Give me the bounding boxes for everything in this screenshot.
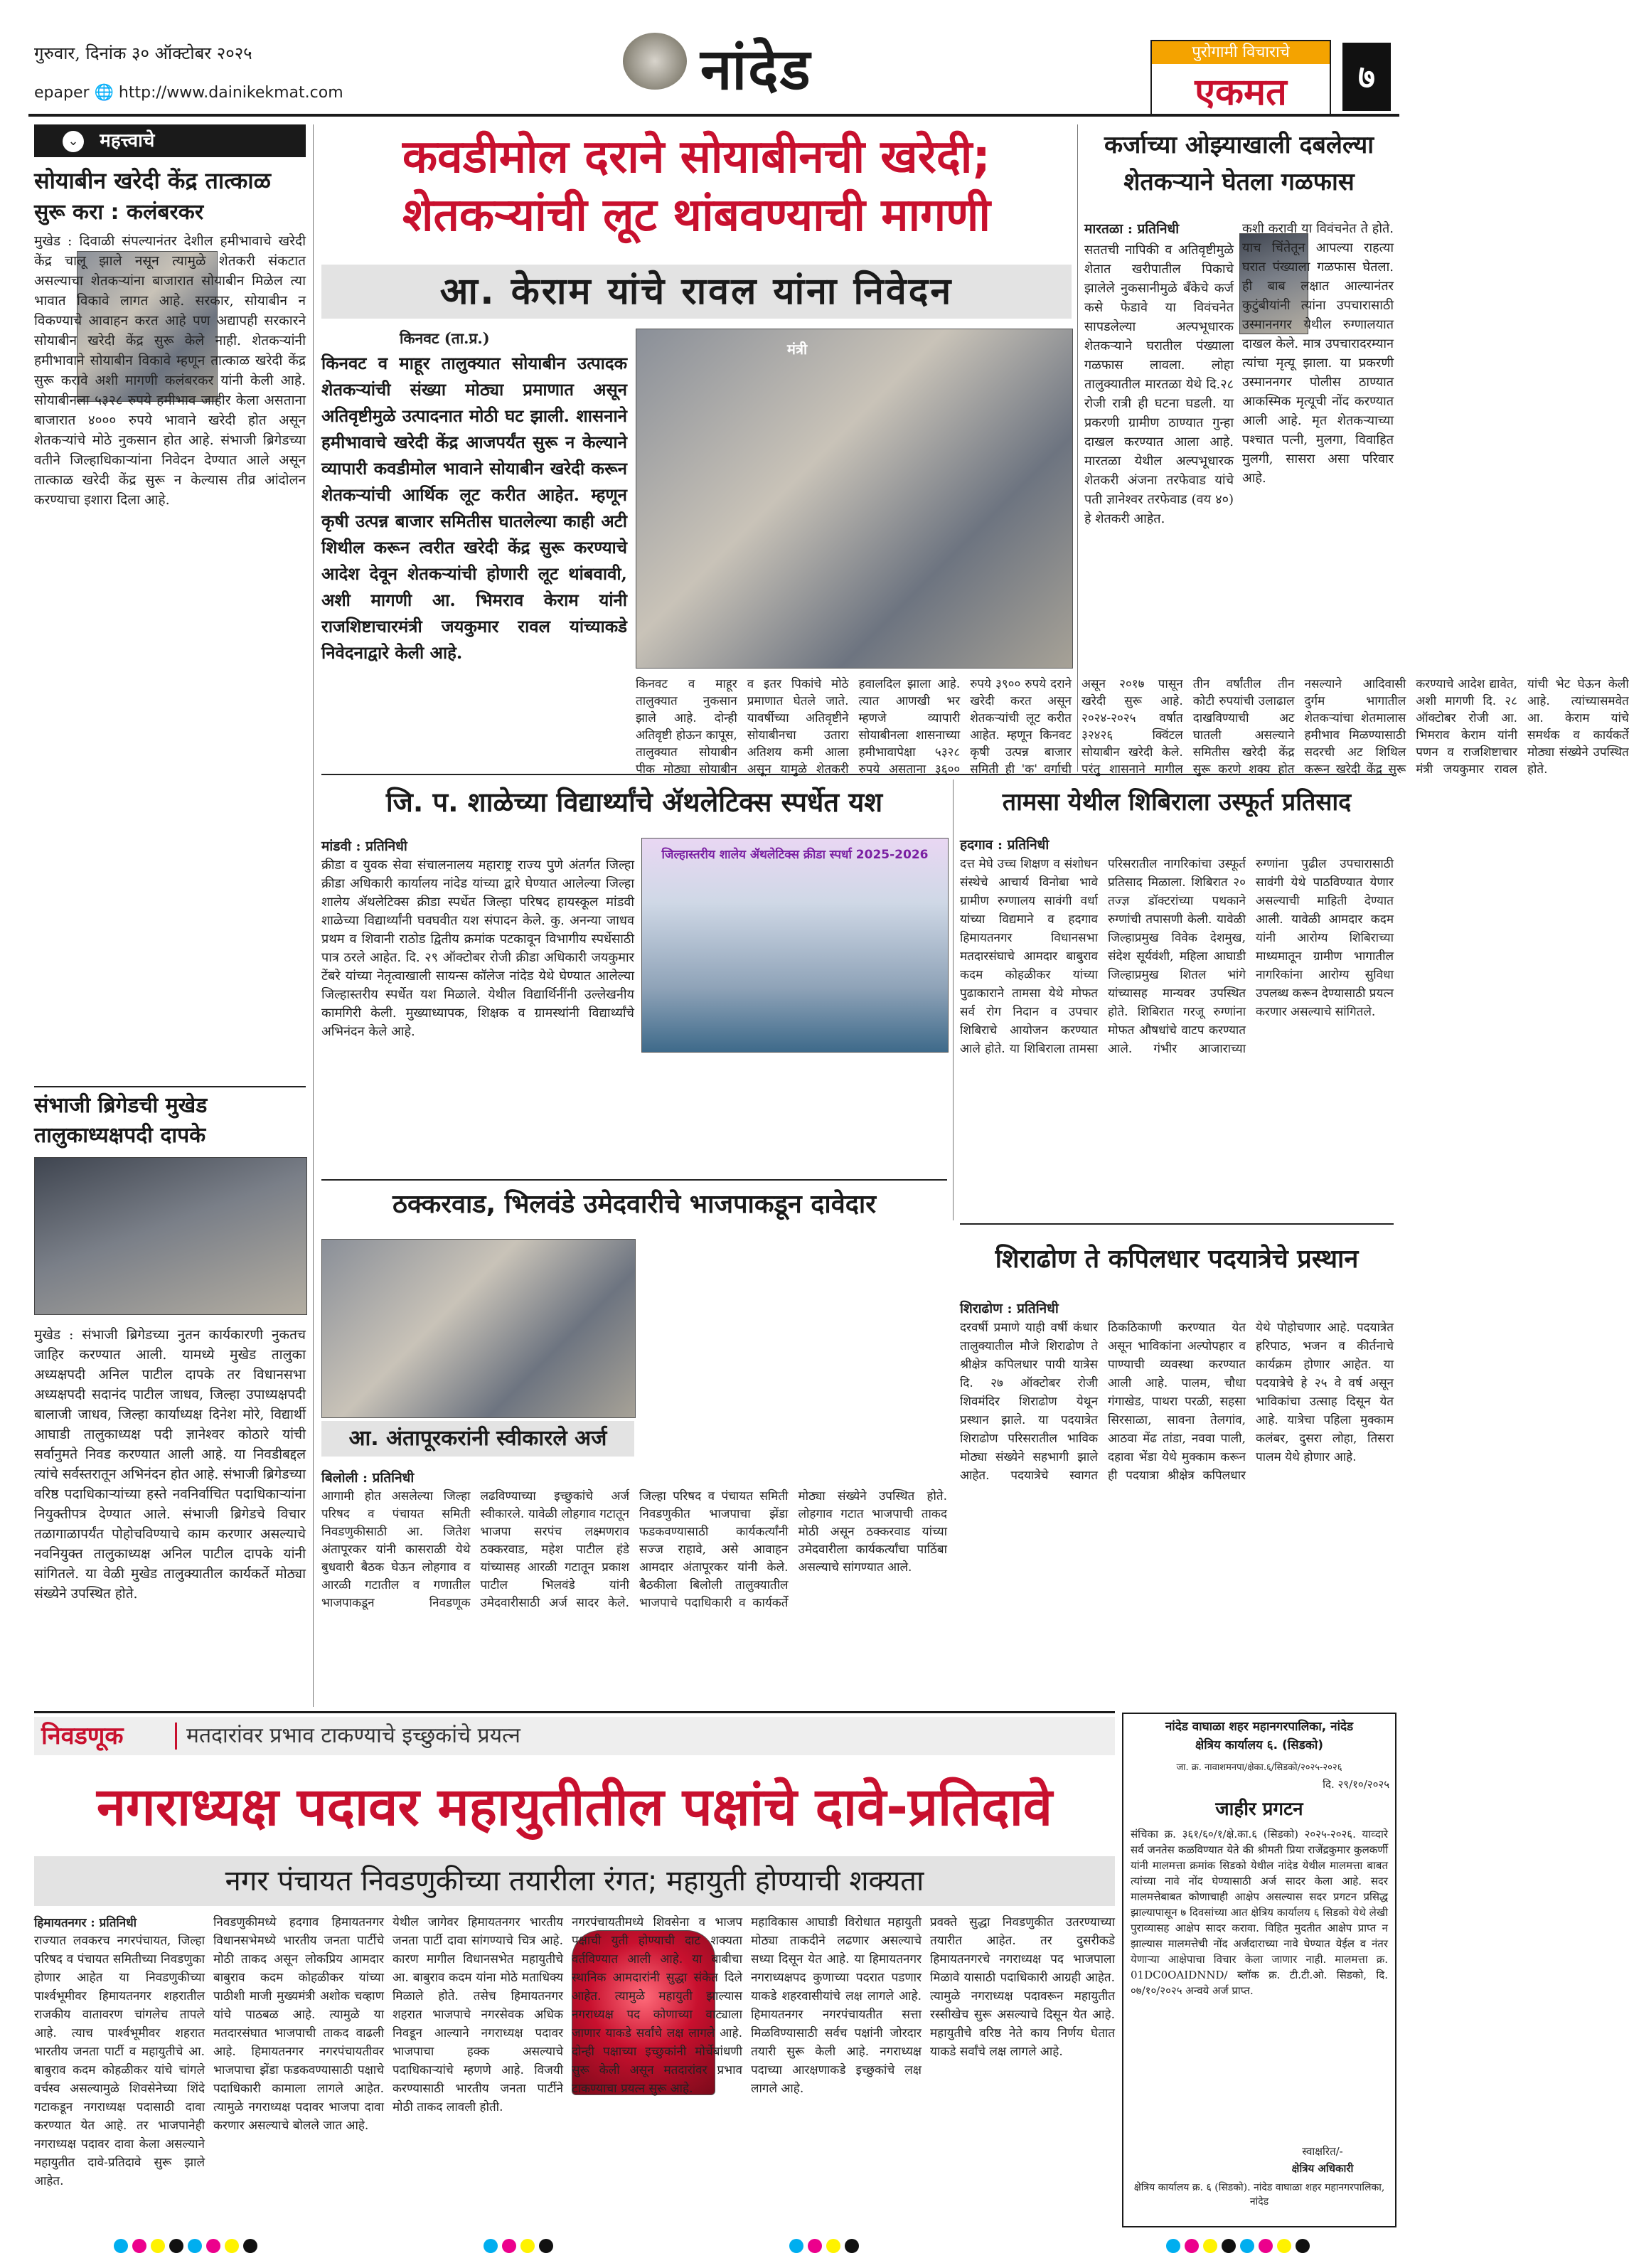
notice-officer: क्षेत्रिय अधिकारी [1291,2162,1354,2175]
shiradhon-body: दरवर्षी प्रमाणे याही वर्षी कंधार तालुक्यातील मौजे शिराढोण ते श्रीक्षेत्र कपिलधार पायी यात्रेस दि. २७ ऑक्टोबर रोजी शिवमंदिर शिराढोण येथून प्रस्थान झाले. या पदयात्रेत शिराढोण परिसरातील भाविक मोठ्या संख्येने सहभागी झाले आहेत. पदयात्रेचे स्वागत ठिकठिकाणी करण्यात येत असून भाविकांना अल्पोपहार व पाण्याची व्यवस्था करण्यात आली आहे. पालम, चौधा गंगाखेड, पाथरा परळी, सहसा सिरसाळा, सावना तेलगांव, आठवा मेंढ तांडा, नववा पाली, दहावा भेंडा येथे मुक्काम करून ही पदयात्रा श्रीक्षेत्र कपिलधार येथे पोहोचणार आहे. पदयात्रेत हरिपाठ, भजन व कीर्तनाचे कार्यक्रम होणार आहेत. या पदयात्रेचे हे २५ वे वर्ष असून भाविकांचा उत्साह दिसून येत आहे. यात्रेचा पहिला मुक्काम कलंबर, दुसरा लोहा, तिसरा पालम येथे होणार आहे. [960,1321,1398,1483]
camp-story [960,779,1398,1220]
athletics-banner: जिल्हास्तरीय शालेय ॲथलेटिक्स क्रीडा स्पर्धा 2025-2026 [661,848,929,862]
main-intro: किनवट व माहूर तालुक्यात सोयाबीन उत्पादक शेतकऱ्यांची संख्या मोठ्या प्रमाणात असून अतिवृष्टीमुळे उत्पादनात मोठी घट झाली. शासनाने हमीभावाचे खरेदी केंद्र आजपर्यंत सुरू न केल्याने व्यापारी कवडीमोल भावाने सोयाबीन खरेदी करून शेतकऱ्यांची आर्थिक लूट करीत आहेत. म्हणून कृषी उत्पन्न बाजार समितीस घातलेल्या काही अटी शिथील करून त्वरीत खरेदी केंद्र सुरू करण्याचे आदेश देवून शेतकऱ्यांची होणारी लूट थांबवावी, अशी मागणी आ. भिमराव केराम यांनी राजशिष्टाचारमंत्री जयकुमार रावल यांच्याकडे निवेदनाद्वारे केली आहे. [321,353,627,663]
bottom-deck: नगर पंचायत निवडणुकीच्या तयारीला रंगत; महायुती होण्याची शक्यता [34,1856,1115,1906]
right-top-dateline: मारतळा : प्रतिनिधी [1084,221,1180,237]
right-top-story [1084,127,1398,767]
bottom-col5: महाविकास आघाडी विरोधात महायुती मोठ्या ताकदीने लढणार असल्याचे सध्या दिसून येत आहे. या हिमायतनगर नगराध्यक्षपद कुणाच्या पदरात पडणार याकडे शहरवासीयांचे लक्ष लागले आहे. हिमायतनगर नगरपंचायतीत सत्ता मिळविण्यासाठी सर्वच पक्षांनी जोरदार तयारी सुरू केली आहे. नगराध्यक्ष पदाच्या आरक्षणाकडे इच्छुकांचे लक्ष लागले आहे. [751,1915,926,2096]
row-divider-3 [960,1223,1394,1225]
thakkarwad-headline: ठक्करवाड, भिलवंडे उमेदवारीचे भाजपाकडून दावेदार [392,1190,876,1219]
main-headline-line2: शेतकऱ्यांची लूट थांबवण्याची मागणी [402,189,990,242]
brand-logo: एकमत [1195,70,1287,114]
right-top-col1: सततची नापिकी व अतिवृष्टीमुळे शेतात खरीपातील पिकाचे झालेले नुकसानीमुळे बँकेचे कर्ज कसे फेडावे या विवंचनेत सापडलेल्या अल्पभूधारक शेतकऱ्याने घरातील पंख्याला गळफास लावला. लोहा तालुक्यातील मारतळा येथे दि.२८ रोजी रात्री ही घटना घडली. या प्रकरणी ग्रामीण ठाण्यात गुन्हा दाखल करण्यात आला आहे. मारतळा येथील अल्पभूधारक शेतकरी अंजना तरफेवाड यांचे पती ज्ञानेश्वर तरफेवाड (वय ४०) हे शेतकरी आहेत. [1084,243,1238,526]
right-top-headline: कर्जाच्या ओझ्याखाली दबलेल्या शेतकऱ्याने घेतला गळफास [1104,131,1374,196]
bottom-story [34,1717,1119,2229]
athletics-story [321,779,947,1178]
sidebar-story1-body: मुखेड : दिवाळी संपल्यानंतर देशील हमीभावाचे खरेदी केंद्र चालू झाले नसून त्यामुळे शेतकरी संकटात असल्याचा शेतकऱ्यांना बाजारात सोयाबीन मिळेल त्या भावात विकावे लागत आहे. सरकार, सोयाबीन न विकण्याचे आवाहन करत आहे पण अद्यापही सरकारने सोयाबीन खरेदी केंद्र सुरू केले नाही. शेतकऱ्यांनी हमीभावाने सोयाबीन विकावे म्हणून तात्काळ खरेदी केंद्र सुरू करावे अशी मागणी कलंबरकर यांनी केली आहे. सोयाबीनला ५३२८ रुपये हमीभाव जाहीर केला असताना बाजारात ४००० रुपये भावाने खरेदी होत असून शेतकऱ्यांचे मोठे नुकसान होत आहे. संभाजी ब्रिगेडच्या वतीने जिल्हाधिकाऱ्यांना निवेदन देण्यात आले असून तात्काळ खरेदी केंद्र सुरू न केल्यास तीव्र आंदोलन करण्याचा इशारा दिला आहे. [34,233,311,508]
epaper-link[interactable]: epaper 🌐 http://www.dainikekmat.com [34,84,343,102]
section-label-text: महत्त्वाचे [100,130,155,151]
thakkarwad-dateline: बिलोली : प्रतिनिधी [321,1470,415,1486]
bottom-col1: राज्यात लवकरच नगरपंचायत, जिल्हा परिषद व पंचायत समितीच्या निवडणुका होणार आहेत या निवडणुकीच्या पार्श्वभूमीवर हिमायतनगर शहरातील राजकीय वातावरण चांगलेच तापले आहे. त्याच पार्श्वभूमीवर शहरात भारतीय जनता पार्टी व महायुतीचे आ. बाबुराव कदम कोहळीकर यांचे चांगले वर्चस्व असल्यामुळे शिवसेनेच्या शिंदे गटाकडून नगराध्यक्ष पदासाठी दावा करण्यात येत आहे. तर भाजपानेही नगराध्यक्ष पदावर दावा केला असल्याने महायुतीत दावे-प्रतिदावे सुरू झाले आहेत. [34,1934,209,2188]
row-divider-2 [321,1179,947,1181]
election-tag-sub: मतदारांवर प्रभाव टाकण्याचे इच्छुकांचे प्रयत्न [186,1723,520,1748]
main-photo [636,329,1073,669]
right-top-col2: कशी करावी या विवंचनेत ते होते. याच चिंतेतून आपल्या राहत्या घरात पंख्याला गळफास घेतला. ही बाब लक्षात आल्यानंतर कुटुंबीयांनी त्यांना उपचारासाठी उस्माननगर येथील रुग्णालयात दाखल केले. मात्र उपचारादरम्यान त्यांचा मृत्यू झाला. या प्रकरणी उस्माननगर पोलीस ठाण्यात आकस्मिक मृत्यूची नोंद करण्यात आली आहे. मृत शेतकऱ्याच्या पश्चात पत्नी, मुलगा, विवाहित मुलगी, सासरा असा परिवार आहे. [1242,221,1398,486]
sidebar-story2-subhead: तालुकाध्यक्षपदी दापके [34,1123,206,1148]
camp-headline: तामसा येथील शिबिराला उस्फूर्त प्रतिसाद [1002,788,1352,816]
shiradhon-headline: शिराढोण ते कपिलधार पदयात्रेचे प्रस्थान [995,1245,1359,1274]
sidebar-column-rule [313,124,314,1707]
sidebar-story2-headline: संभाजी ब्रिगेडची मुखेड [34,1093,208,1118]
notice-title: जाहीर प्रगटन [1215,1799,1303,1820]
athletics-dateline: मांडवी : प्रतिनिधी [321,838,407,854]
right-column-rule [1077,124,1078,772]
sidebar-story1-headline: सोयाबीन खरेदी केंद्र तात्काळ [34,167,271,194]
notice-date: दि. २९/१०/२०२५ [1323,1778,1389,1791]
notice-footer: क्षेत्रिय कार्यालय क्र. ६ (सिडको). नांदेड वाघाळा शहर महानगरपालिका, नांदेड [1133,2182,1388,2208]
masthead-rule [28,114,1399,117]
thakkarwad-caption: आ. अंतापूरकरांनी स्वीकारले अर्ज [321,1421,634,1457]
thakkarwad-body-right [641,1239,947,1474]
athletics-headline: जि. प. शाळेच्या विद्यार्थ्यांचे ॲथलेटिक्स स्पर्धेत यश [385,787,883,818]
athletics-body-right [641,1058,947,1178]
main-photo-caption: मंत्री [787,341,808,358]
notice-office: क्षेत्रिय कार्यालय ६. (सिडको) [1195,1738,1323,1752]
main-body-lower [321,696,627,755]
print-color-bar-mid [789,2239,859,2253]
chevron-down-icon: ⌄ [63,131,84,152]
bottom-headline: नगराध्यक्ष पदावर महायुतीतील पक्षांचे दावे-प्रतिदावे [96,1777,1053,1838]
notice-body: संचिका क्र. ३६१/६०/१/क्षे.का.६ (सिडको) २०२५-२०२६. याव्दारे सर्व जनतेस कळविण्यात येते की श्रीमती प्रिया राजेंद्रकुमार कुलकर्णी यांनी मालमत्ता क्रमांक सिडको येथील नांदेड येथील मालमत्ता बाबत त्यांच्या नावे नोंद घेण्यासाठी अर्ज सादर केला आहे. सदर मालमत्तेबाबत कोणाचाही आक्षेप असल्यास सदर प्रगटन प्रसिद्ध झाल्यापासून ७ दिवसांच्या आत क्षेत्रिय कार्यालय ६ सिडको येथे लेखी पुराव्यासह आक्षेप सादर करावा. विहित मुदतीत आक्षेप प्राप्त न झाल्यास मालमत्तेची नोंद अर्जदाराच्या नावे घेण्यात येईल व नंतर येणाऱ्या आक्षेपाचा विचार केला जाणार नाही. मालमत्ता क्र. 01DC0OAIDNND/ ब्लॉक क्र. टी.टी.ओ. सिडको, दि. ०७/१०/२०२५ अन्वये अर्ज प्राप्त. [1131,1828,1392,1997]
brand-box [1150,40,1331,117]
notice-ref: जा. क्र. नावाशमनपा/क्षेका.६/सिडको/२०२५-२०२६ [1176,1762,1342,1773]
bottom-dateline: हिमायतनगर : प्रतिनिधी [34,1916,137,1930]
main-dateline: किनवट (ता.प्र.) [400,329,490,347]
sidebar-story1-subhead: सुरू करा : कलंबरकर [34,200,204,225]
main-body: किनवट व माहूर तालुक्यात नुकसान झाले आहे. दोन्ही अतिवृष्टी होऊन कापूस, तालुक्यात सोयाबीन पीक मोठ्या सोयाबीन व इतर पिकांचे मोठे प्रमाणात घेतले जाते. यावर्षीच्या अतिवृष्टीने सोयाबीनचा उतारा अतिशय कमी आला असून यामुळे शेतकरी हवालदिल झाला आहे. त्यात आणखी भर म्हणजे व्यापारी सोयाबीनला शासनाच्या हमीभावापेक्षा ५३२८ रुपये असताना ३६०० रुपये ३९०० रुपये दराने खरेदी करत असून शेतकऱ्यांची लूट करीत आहेत. म्हणून किनवट कृषी उत्पन्न बाजार समिती ही 'क' वर्गाची असून २०१७ पासून खरेदी सुरू आहे. २०२४-२०२५ वर्षात ३२४२६ क्विंटल सोयाबीन खरेदी केले. परंतु शासनाने मागील तीन वर्षांतील तीन कोटी रुपयांची उलाढाल दाखविण्याची अट घातली असल्याने समितीस खरेदी केंद्र सुरू करणे शक्य होत नसल्याने आदिवासी दुर्गम भागातील शेतकऱ्यांचा शेतमालास हमीभाव मिळण्यासाठी सदरची अट शिथिल करून खरेदी केंद्र सुरू करण्याचे आदेश द्यावेत, अशी मागणी दि. २८ ऑक्टोबर रोजी आ. भिमराव केराम यांनी पणन व राजशिष्टाचार मंत्री जयकुमार रावल यांची भेट घेऊन केली आहे. त्यांच्यासमवेत आ. केराम यांचे समर्थक व कार्यकर्ते मोठ्या संख्येने उपस्थित होते. [636,677,1629,777]
print-color-bar-left [114,2239,257,2253]
city-title: नांदेड [700,36,812,102]
bottom-col6: प्रवक्ते सुद्धा निवडणुकीत उतरण्याच्या तयारीत आहेत. तर दुसरीकडे हिमायतनगरचे नगराध्यक्ष पद भाजपाला मिळावे यासाठी पदाधिकारी आग्रही आहेत. त्यामुळे नगराध्यक्ष पदावरून महायुतीत रस्सीखेच सुरू असल्याचे दिसून येत आहे. महायुतीचे वरिष्ठ नेते काय निर्णय घेतात याकडे सर्वांचे लक्ष लागले आहे. [930,1915,1119,2059]
main-headline-line1: कवडीमोल दराने सोयाबीनची खरेदी; [402,131,990,183]
notice-sign: स्वाक्षरित/- [1302,2145,1343,2158]
shiradhon-story [960,1228,1398,1707]
sidebar-section-label [34,124,306,157]
bottom-col4: नगरपंचायतीमध्ये शिवसेना व भाजप पक्षाची युती होण्याची दाट शक्यता वर्तविण्यात आली आहे. या बाबीचा स्थानिक आमदारांनी सुद्धा संकेत दिले आहेत. त्यामुळे महायुती झाल्यास नगराध्यक्ष पद कोणाच्या वाट्याला जाणार याकडे सर्वांचे लक्ष लागले आहे. दोन्ही पक्षाच्या इच्छुकांनी मोर्चेबांधणी सुरू केली असून मतदारांवर प्रभाव टाकण्याचा प्रयत्न सुरू आहे. [572,1915,747,2096]
athletics-photo [641,838,949,1053]
thakkarwad-photo [321,1239,636,1418]
bottom-tag [34,1717,1115,1755]
sidebar-story2-body: मुखेड : संभाजी ब्रिगेडच्या नुतन कार्यकारणी नुकतच जाहिर करण्यात आली. यामध्ये मुखेड तालुका अध्यक्षपदी अनिल पाटील दापके तर विधानसभा अध्यक्षपदी सदानंद पाटील जाधव, जिल्हा उपाध्यक्षपदी बालाजी जाधव, जिल्हा कार्याध्यक्ष दिनेश मोरे, विद्यार्थी आघाडी तालुकाध्यक्ष पदी ज्ञानेश्वर कोठारे यांची सर्वानुमते निवड करण्यात आली आहे. या निवडीबद्दल त्यांचे सर्वस्तरातून अभिनंदन होत आहे. संभाजी ब्रिगेडच्या वरिष्ठ पदाधिकाऱ्यांच्या हस्ते नवनिर्वाचित पदाधिकाऱ्यांना नियुक्तीपत्र देण्यात आले. संभाजी ब्रिगेडचे विचार तळागाळापर्यंत पोहोचविण्याचे काम करणार असल्याचे नवनियुक्त तालुकाध्यक्ष अनिल पाटील दापके यांनी सांगितले. या वेळी मुखेड तालुक्यातील कार्यकर्ते मोठ्या संख्येने उपस्थित होते. [34,1327,311,1602]
sidebar-divider [34,1086,306,1087]
shiradhon-dateline: शिराढोण : प्रतिनिधी [960,1301,1059,1316]
thakkarwad-story [321,1182,951,1708]
city-logo-graphic [623,33,687,90]
camp-dateline: हदगाव : प्रतिनिधी [960,837,1049,853]
row-divider-1 [321,774,1394,775]
bottom-col2: निवडणुकीमध्ये हदगाव हिमायतनगर विधानसभेमध्ये भारतीय जनता पार्टीचे मोठी ताकद असून लोकप्रिय आमदार बाबुराव कदम कोहळीकर यांच्या पाठीशी माजी मुख्यमंत्री अशोक चव्हाण यांचे पाठबळ आहे. त्यामुळे या मतदारसंघात भाजपाची ताकद वाढली आहे. हिमायतनगर नगरपंचायतीवर भाजपाचा झेंडा फडकवण्यासाठी पक्षाचे पदाधिकारी कामाला लागले आहेत. त्यामुळे नगराध्यक्ष पदावर भाजपा दावा करणार असल्याचे बोलले जात आहे. [213,1915,388,2133]
brand-tagline: पुरोगामी विचाराचे [1152,41,1330,64]
camp-body: दत्त मेघे उच्च शिक्षण व संशोधन संस्थेचे आचार्य विनोबा भावे ग्रामीण रुग्णालय सावंगी वर्धा यांच्या विद्यमाने व हदगाव हिमायतनगर विधानसभा मतदारसंघाचे आमदार बाबुराव कदम कोहळीकर यांच्या पुढाकाराने तामसा येथे मोफत सर्व रोग निदान व उपचार शिबिराचे आयोजन करण्यात आले होते. या शिबिराला तामसा परिसरातील नागरिकांचा उस्फूर्त प्रतिसाद मिळाला. शिबिरात २० तज्ज्ञ डॉक्टरांच्या पथकाने रुग्णांची तपासणी केली. यावेळी जिल्हाप्रमुख विवेक देशमुख, संदेश सूर्यवंशी, महिला आघाडी जिल्हाप्रमुख शितल भांगे यांच्यासह मान्यवर उपस्थित होते. शिबिरात गरजू रुग्णांना मोफत औषधांचे वाटप करण्यात आले. गंभीर आजाराच्या रुग्णांना पुढील उपचारासाठी सावंगी येथे पाठविण्यात येणार असल्याची माहिती देण्यात आली. यावेळी आमदार कदम यांनी आरोग्य शिबिराच्या माध्यमातून ग्रामीण भागातील नागरिकांना आरोग्य सुविधा उपलब्ध करून देण्यासाठी प्रयत्न करणार असल्याचे सांगितले. [960,857,1398,1056]
election-tag-divider [175,1723,177,1750]
sidebar-story2-photo [34,1157,307,1315]
camp-rule [953,779,954,1220]
print-color-bar-center [484,2239,553,2253]
issue-date: गुरुवार, दिनांक ३० ऑक्टोबर २०२५ [34,43,252,63]
bottom-col3: येथील जागेवर हिमायतनगर भारतीय जनता पार्टी दावा सांगण्याचे चित्र आहे. कारण मागील विधानसभेत महायुतीचे आ. बाबुराव कदम यांना मोठे मताधिक्य मिळाले होते. तसेच हिमायतनगर शहरात भाजपाचे नगरसेवक अधिक निवडून आल्याने नगराध्यक्ष पदावर भाजपाचा हक्क असल्याचे पदाधिकाऱ्यांचे म्हणणे आहे. विजयी करण्यासाठी भारतीय जनता पार्टीने मोठी ताकद लावली होती. [392,1915,567,2114]
main-deck: आ. केराम यांचे रावल यांना निवेदन [321,265,1072,319]
row-divider-4 [34,1711,1115,1713]
athletics-body: क्रीडा व युवक सेवा संचालनालय महाराष्ट्र राज्य पुणे अंतर्गत जिल्हा क्रीडा अधिकारी कार्यालय नांदेड यांच्या द्वारे घेण्यात आलेल्या जिल्हा शालेय ॲथलेटिक्स क्रीडा स्पर्धेत जिल्हा परिषद हायस्कूल मांडवी शाळेच्या विद्यार्थ्यांनी घवघवीत यश संपादन केले. कु. अनन्या जाधव प्रथम व शिवानी राठोड द्वितीय क्रमांक पटकावून विभागीय स्पर्धेसाठी पात्र ठरले आहेत. दि. २९ ऑक्टोबर रोजी क्रीडा अधिकारी जयकुमार टेंबरे यांच्या नेतृत्वाखाली सायन्स कॉलेज नांदेड येथे घेण्यात आलेल्या जिल्हास्तरीय स्पर्धेत यश मिळाले. येथील विद्यार्थिनींनी उल्लेखनीय कामगिरी केली. मुख्याध्यापक, शिक्षक व ग्रामस्थांनी विद्यार्थ्यांचे अभिनंदन केले आहे. [321,858,639,1039]
sidebar [34,124,311,1707]
public-notice [1122,1713,1396,2227]
masthead [0,0,1428,114]
thakkarwad-body: आगामी होत असलेल्या जिल्हा परिषद व पंचायत समिती निवडणुकीसाठी आ. जितेश अंतापूरकर यांनी कासराळी येथे बुधवारी बैठक घेऊन लोहगाव व आरळी गटातील व गणातील भाजपाकडून निवडणूक लढविण्याच्या इच्छुकांचे अर्ज स्वीकारले. यावेळी लोहगाव गटातून भाजपा सरपंच लक्ष्मणराव ठक्करवाड, महेश पाटील हंडे यांच्यासह आरळी गटातून प्रकाश पाटील भिलवंडे यांनी उमेदवारीसाठी अर्ज सादर केले. जिल्हा परिषद व पंचायत समिती निवडणुकीत भाजपाचा झेंडा फडकवण्यासाठी कार्यकर्त्यांनी सज्ज राहावे, असे आवाहन आमदार अंतापूरकर यांनी केले. बैठकीला बिलोली तालुक्यातील भाजपाचे पदाधिकारी व कार्यकर्ते मोठ्या संख्येने उपस्थित होते. लोहगाव गटात भाजपाची ताकद मोठी असून ठक्करवाड यांच्या उमेदवारीला कार्यकर्त्यांचा पाठिंबा असल्याचे सांगण्यात आले. [321,1489,951,1610]
notice-org: नांदेड वाघाळा शहर महानगरपालिका, नांदेड [1165,1720,1354,1734]
print-color-bar-right [1166,2239,1310,2253]
page-number: ७ [1342,43,1391,111]
election-tag: निवडणूक [41,1722,124,1750]
